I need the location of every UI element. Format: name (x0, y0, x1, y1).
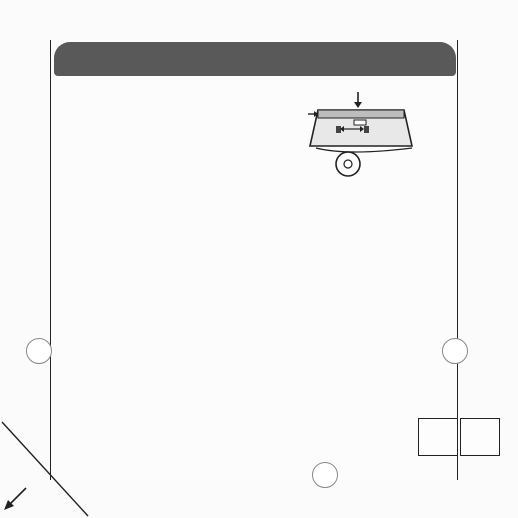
dez-box-right (460, 418, 500, 456)
revenue-banner (54, 42, 456, 76)
dez-box-left (418, 418, 458, 456)
windscreen-diagram-icon (308, 88, 420, 180)
punch-hole-bottom (312, 462, 338, 488)
peel-corner-icon (0, 420, 90, 518)
punch-hole-right (442, 338, 468, 364)
punch-hole-left (26, 338, 52, 364)
